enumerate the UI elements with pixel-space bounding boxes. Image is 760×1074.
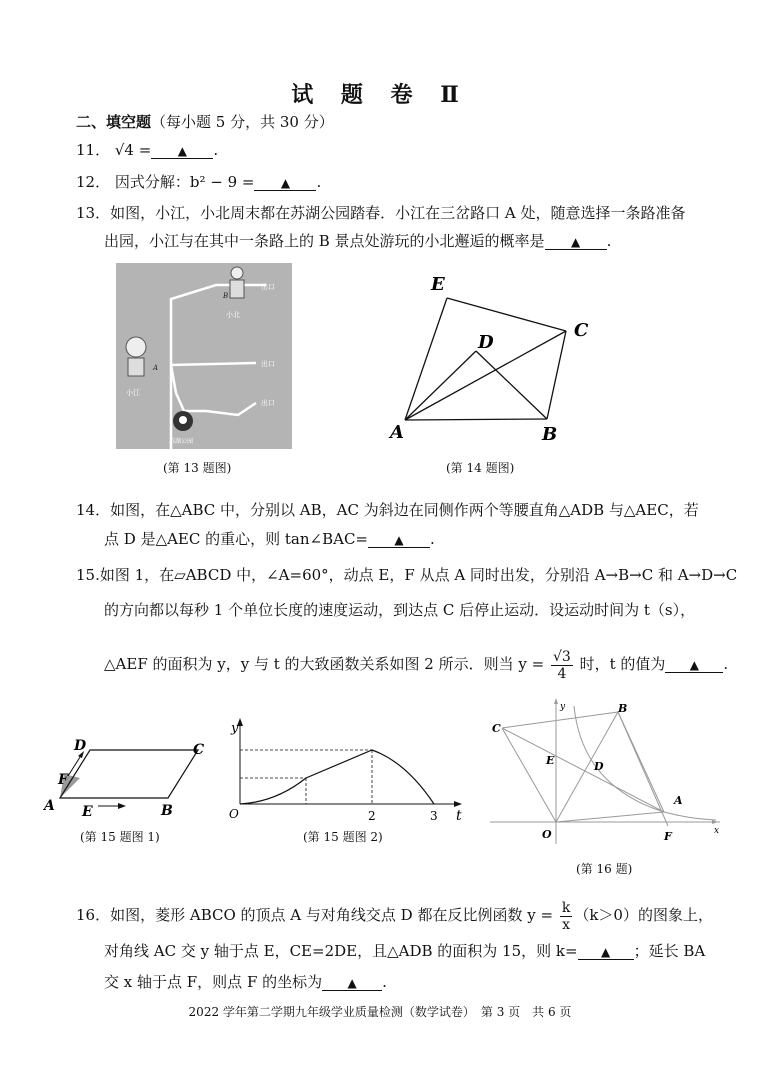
answer-blank: ▲ bbox=[578, 945, 634, 960]
xiaobei-figure bbox=[231, 267, 243, 279]
question-text: √4 = bbox=[114, 141, 152, 159]
question-13-line-2: 出园，小江与在其中一条路上的 B 景点处游玩的小北邂逅的概率是 ▲ . bbox=[104, 232, 612, 250]
point-f-label: F bbox=[664, 830, 672, 843]
question-13-line-1 bbox=[76, 203, 685, 223]
exit-label: 出口 bbox=[261, 399, 275, 407]
tick-label-2: 2 bbox=[368, 809, 376, 822]
answer-blank: ▲ bbox=[254, 176, 316, 191]
answer-blank: ▲ bbox=[322, 976, 382, 991]
point-e-label: E bbox=[546, 754, 555, 767]
point-b-label: B bbox=[223, 292, 229, 300]
point-d-label: D bbox=[74, 738, 87, 754]
question-text: 如图，小江，小北周末都在苏湖公园踏春．小江在三岔路口 A 处，随意选择一条路准备 bbox=[110, 204, 686, 222]
tick-label-3: 3 bbox=[430, 809, 438, 822]
question-text: 点 D 是△AEC 的重心，则 tan∠BAC= bbox=[104, 530, 368, 548]
question-number: 14． bbox=[76, 501, 111, 519]
section-heading bbox=[76, 112, 334, 132]
figure-15-1-caption: (第 15 题图 1) bbox=[80, 830, 160, 844]
exit-label: 出口 bbox=[261, 283, 275, 291]
figure-16 bbox=[490, 696, 722, 846]
page-title: 试 题 卷 Ⅱ bbox=[291, 82, 469, 108]
question-14-line-2: 点 D 是△AEC 的重心，则 tan∠BAC= ▲ . bbox=[104, 530, 435, 548]
question-16-line-2 bbox=[104, 941, 705, 961]
question-number: 13． bbox=[76, 204, 111, 222]
question-number: 11． bbox=[76, 141, 111, 159]
xiaobei-label: 小北 bbox=[226, 311, 240, 319]
figure-14 bbox=[380, 270, 610, 450]
section-note: （每小题 5 分，共 30 分） bbox=[151, 113, 334, 131]
question-text: 时，t 的值为 bbox=[579, 655, 666, 673]
question-text: 如图 1，在▱ABCD 中，∠A=60°，动点 E，F 从点 A 同时出发，分别沿 A→B→C 和 A→D→C bbox=[99, 566, 738, 584]
question-14-line-1 bbox=[76, 500, 699, 520]
question-number: 15. bbox=[76, 566, 100, 584]
point-d-label: D bbox=[594, 760, 604, 773]
y-axis-label: y bbox=[560, 702, 566, 712]
question-15-line-1 bbox=[76, 565, 737, 585]
question-text: △AEF 的面积为 y，y 与 t 的大致函数关系如图 2 所示．则当 y = bbox=[104, 655, 545, 673]
question-text: 出园，小江与在其中一条路上的 B 景点处游玩的小北邂逅的概率是 bbox=[104, 232, 545, 250]
question-15-line-2 bbox=[104, 600, 695, 620]
xiaojiang-label: 小江 bbox=[126, 389, 140, 397]
answer-blank: ▲ bbox=[545, 235, 607, 250]
question-text: ；延长 BA bbox=[633, 942, 706, 960]
point-b-label: B bbox=[161, 803, 173, 819]
question-text: 因式分解：b² − 9 = bbox=[114, 173, 255, 191]
point-o-label: O bbox=[542, 828, 552, 841]
figure-15-2 bbox=[226, 712, 466, 822]
point-f-label: F bbox=[58, 772, 68, 788]
question-15-line-3: △AEF 的面积为 y，y 与 t 的大致函数关系如图 2 所示．则当 y = $\frac{√3}{4}$ 时，t 的值为 ▲ . bbox=[104, 648, 729, 682]
figure-15-1 bbox=[38, 734, 218, 824]
question-12: 12． 因式分解：b² − 9 = ▲ . bbox=[76, 173, 322, 191]
figure-16-caption: (第 16 题) bbox=[576, 862, 633, 876]
point-e-label: E bbox=[431, 274, 445, 295]
figure-14-caption: (第 14 题图) bbox=[446, 461, 515, 475]
xiaojiang-figure bbox=[126, 337, 146, 357]
point-a-label: A bbox=[390, 422, 404, 443]
question-16-line-3: 交 x 轴于点 F，则点 F 的坐标为 ▲ . bbox=[104, 973, 387, 991]
question-text: 如图，菱形 ABCO 的顶点 A 与对角线交点 D 都在反比例函数 y = bbox=[110, 906, 554, 924]
section-label: 二、填空题 bbox=[76, 113, 152, 131]
question-text: 如图，在△ABC 中，分别以 AB，AC 为斜边在同侧作两个等腰直角△ADB 与△AEC，若 bbox=[110, 501, 699, 519]
point-e-label: E bbox=[82, 804, 93, 820]
origin-label: O bbox=[229, 807, 239, 821]
fraction-k-over-x: $\frac{k}{x}$ bbox=[561, 899, 571, 933]
point-c-label: C bbox=[492, 722, 501, 735]
question-number: 16． bbox=[76, 906, 111, 924]
point-a-label: A bbox=[153, 364, 159, 372]
page-footer: 2022 学年第二学期九年级学业质量检测（数学试卷） 第 3 页 共 6 页 bbox=[188, 1005, 572, 1019]
question-number: 12． bbox=[76, 173, 111, 191]
answer-blank: ▲ bbox=[665, 658, 723, 673]
point-d-label: D bbox=[478, 332, 494, 353]
figure-15-2-caption: (第 15 题图 2) bbox=[303, 830, 383, 844]
figure-13-map bbox=[116, 263, 292, 449]
x-axis-label: x bbox=[714, 826, 720, 836]
figure-13-caption: (第 13 题图) bbox=[163, 461, 232, 475]
question-text: 的方向都以每秒 1 个单位长度的速度运动，到达点 C 后停止运动．设运动时间为 t（s）， bbox=[104, 601, 696, 619]
park-label: 苏湖公园 bbox=[169, 438, 194, 445]
answer-blank: ▲ bbox=[151, 144, 213, 159]
point-a-label: A bbox=[674, 794, 683, 807]
question-16-line-1 bbox=[76, 895, 713, 935]
t-axis-label: t bbox=[456, 808, 462, 822]
point-c-label: C bbox=[193, 742, 205, 758]
question-text: 对角线 AC 交 y 轴于点 E，CE=2DE，且△ADB 的面积为 15，则 k= bbox=[104, 942, 578, 960]
point-b-label: B bbox=[618, 702, 628, 715]
y-axis-label: y bbox=[231, 721, 239, 736]
point-b-label: B bbox=[542, 424, 558, 445]
answer-blank: ▲ bbox=[368, 533, 430, 548]
question-text: （k＞0）的图象上， bbox=[574, 906, 713, 924]
point-a-label: A bbox=[44, 798, 55, 814]
fraction-sqrt3-over-4: $\frac{√3}{4}$ bbox=[552, 648, 571, 682]
question-11: 11． √4 = ▲ . bbox=[76, 141, 219, 159]
exit-label: 出口 bbox=[261, 360, 275, 368]
question-text: 交 x 轴于点 F，则点 F 的坐标为 bbox=[104, 973, 323, 991]
point-c-label: C bbox=[574, 320, 589, 341]
